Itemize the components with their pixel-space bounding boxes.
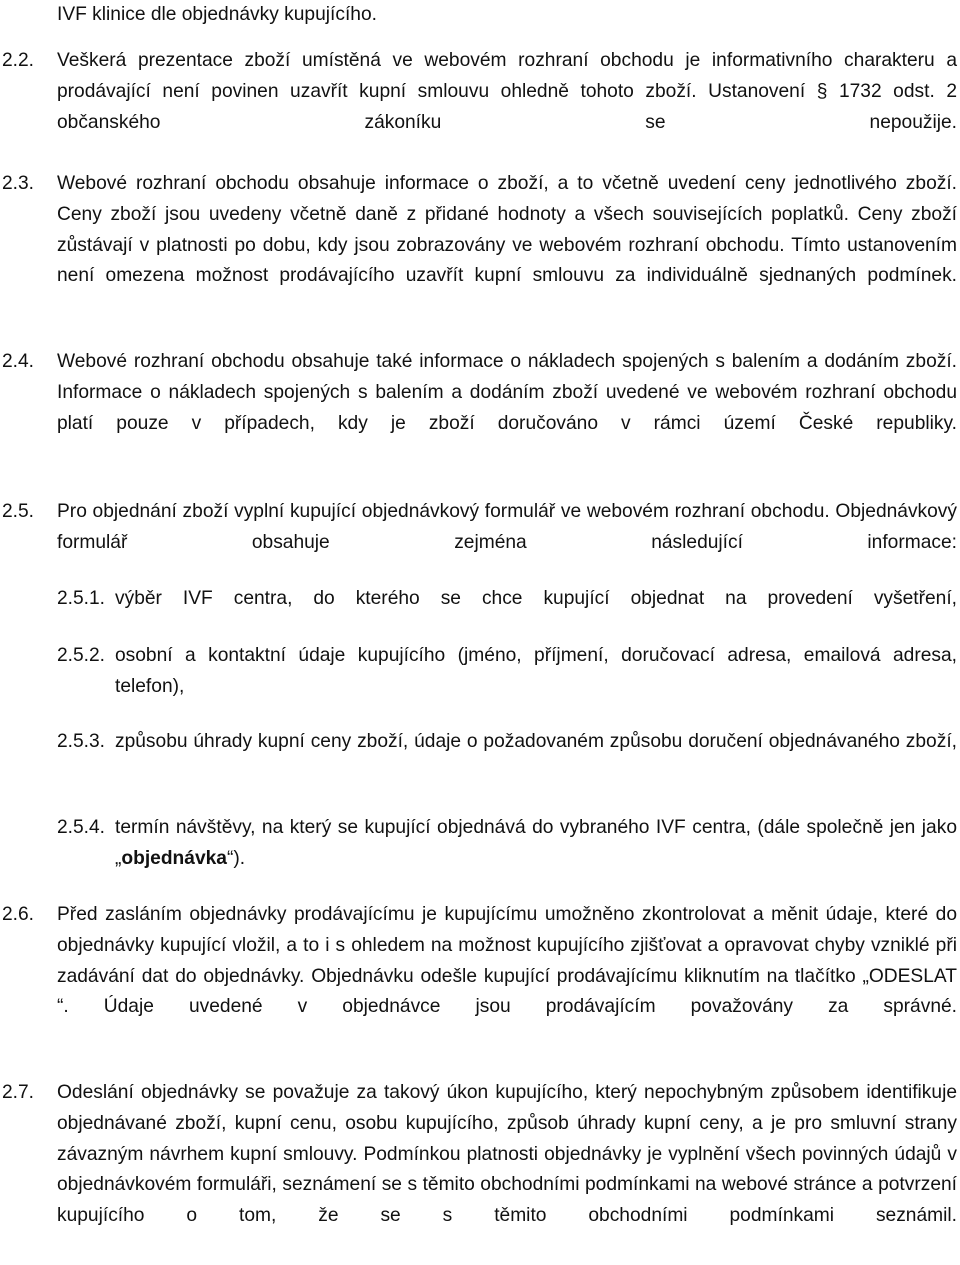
paragraph-2-3 bbox=[2, 169, 960, 323]
paragraph-number: 2.2. bbox=[2, 50, 35, 71]
paragraph-2-4 bbox=[2, 347, 960, 470]
subitem-2-5-3 bbox=[57, 727, 960, 789]
paragraph-2-6 bbox=[2, 900, 960, 1054]
paragraph-text: Veškerá prezentace zboží umístěná ve webovém rozhraní obchodu je informativního charakteru a prodávající není povinen uzavřít kupní smlouvu ohledně tohoto zboží. Ustanovení § 1732 odst. 2 občanského zákoníku se nepoužije. bbox=[57, 50, 957, 133]
subitem-text-before: termín návštěvy, na který se kupující objednává do vybraného IVF centra, (dále společně jen jako „ bbox=[115, 817, 957, 869]
defined-term-bold: objednávka bbox=[121, 847, 227, 869]
paragraph-text: Pro objednání zboží vyplní kupující objednávkový formulář ve webovém rozhraní obchodu. Objednávkový formulář obsahuje zejména následující informace: bbox=[57, 501, 957, 553]
paragraph-number: 2.6. bbox=[2, 904, 35, 925]
intro-line: IVF klinice dle objednávky kupujícího. bbox=[57, 4, 377, 25]
paragraph-2-7 bbox=[2, 1078, 960, 1263]
paragraph-2-2 bbox=[2, 46, 960, 169]
subitem-text: osobní a kontaktní údaje kupujícího (jméno, příjmení, doručovací adresa, emailová adresa, telefon), bbox=[115, 645, 957, 697]
paragraph-number: 2.3. bbox=[2, 173, 35, 194]
paragraph-text: Odeslání objednávky se považuje za takový úkon kupujícího, který nepochybným způsobem identifikuje objednávané zboží, kupní cenu, osobu kupujícího, způsob úhrady kupní ceny, a je pro smluvní strany závazným návrhem kupní smlouvy. Podmínkou platnosti objednávky je vyplnění všech povinných údajů v objednávkovém formuláři, seznámení se s těmito obchodními podmínkami na webové stránce a potvrzení kupujícího o tom, že se s těmito obchodními podmínkami seznámil. bbox=[57, 1082, 957, 1227]
subitem-2-5-1 bbox=[57, 584, 960, 646]
subitem-number: 2.5.1. bbox=[57, 588, 106, 609]
subitem-number: 2.5.2. bbox=[57, 645, 106, 666]
paragraph-text: Před zasláním objednávky prodávajícímu je kupujícímu umožněno zkontrolovat a měnit údaje, které do objednávky kupující vložil, a to i s ohledem na možnost kupujícího zjišťovat a opravovat chyby vzniklé při zadávání dat do objednávky. Objednávku odešle kupující prodávajícímu kliknutím na tlačítko „ODESLAT “. Údaje uvedené v objednávce jsou prodávajícím považovány za správné. bbox=[57, 904, 957, 1018]
paragraph-number: 2.4. bbox=[2, 351, 35, 372]
paragraph-text: Webové rozhraní obchodu obsahuje informace o zboží, a to včetně uvedení ceny jednotlivého zboží. Ceny zboží jsou uvedeny včetně daně z přidané hodnoty a všech souvisejících poplatků. Ceny zboží zůstávají v platnosti po dobu, kdy jsou zobrazovány ve webovém rozhraní obchodu. Tímto ustanovením není omezena možnost prodávajícího uzavřít kupní smlouvu za individuálně sjednaných podmínek. bbox=[57, 173, 957, 287]
subitem-2-5-2 bbox=[57, 641, 960, 733]
paragraph-2-5 bbox=[2, 497, 960, 589]
paragraph-number: 2.5. bbox=[2, 501, 35, 522]
subitem-number: 2.5.3. bbox=[57, 731, 106, 752]
subitem-text: způsobu úhrady kupní ceny zboží, údaje o požadovaném způsobu doručení objednávaného zboží, bbox=[115, 731, 957, 752]
subitem-number: 2.5.4. bbox=[57, 817, 106, 838]
subitem-text bbox=[115, 813, 957, 905]
subitem-text: výběr IVF centra, do kterého se chce kupující objednat na provedení vyšetření, bbox=[115, 588, 957, 609]
subitem-2-5-4 bbox=[57, 813, 960, 905]
paragraph-text: Webové rozhraní obchodu obsahuje také informace o nákladech spojených s balením a dodáním zboží. Informace o nákladech spojených s balením a dodáním zboží uvedené ve webovém rozhraní obchodu platí pouze v případech, kdy je zboží doručováno v rámci území České republiky. bbox=[57, 351, 957, 434]
subitem-text-after: “). bbox=[226, 847, 246, 869]
paragraph-number: 2.7. bbox=[2, 1082, 35, 1103]
